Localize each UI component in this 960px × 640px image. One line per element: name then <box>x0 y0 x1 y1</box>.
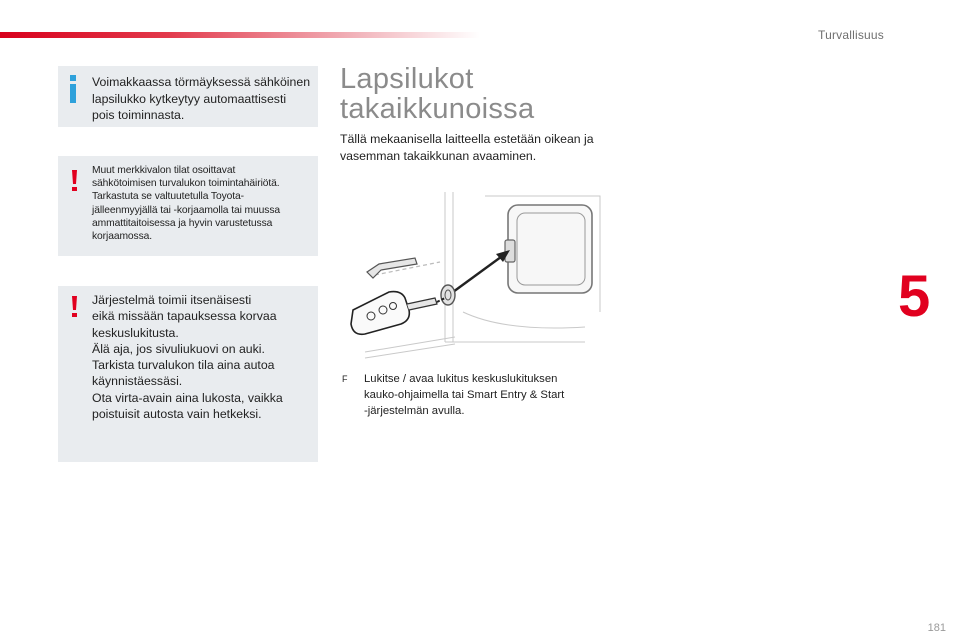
step-text: Lukitse / avaa lukitus keskuslukituksen kauko-ohjaimella tai Smart Entry & Start -järjestelmän avulla. <box>364 373 565 417</box>
warning-note-malfunction <box>58 156 318 256</box>
rear-window <box>505 205 592 293</box>
section-title: Turvallisuus <box>818 28 884 42</box>
remote-key-icon <box>351 292 445 335</box>
header-accent-bar <box>0 32 480 38</box>
info-icon <box>69 75 77 103</box>
info-note-text: Voimakkaassa törmäyksessä sähköinen lapsilukko kytkeytyy automaattisesti pois toiminnasta. <box>92 75 311 122</box>
page-number: 181 <box>927 622 946 634</box>
arrow-icon <box>453 250 510 292</box>
step-bullet-icon: F <box>342 374 348 384</box>
page-title: Lapsilukot takaikkunoissa <box>340 63 535 125</box>
lock-cylinder-icon <box>441 285 455 305</box>
warning-note-system <box>58 286 318 462</box>
intro-text: Tällä mekaanisella laitteella estetään oikean ja vasemman takaikkunan avaaminen. <box>340 132 594 163</box>
info-note <box>58 66 318 127</box>
warning-note-text: Muut merkkivalon tilat osoittavat sähkötoimisen turvalukon toimintahäiriötä. Tarkastuta se valtuutetulla Toyota- jälleenmyyjällä tai -korjaamolla tai muussa ammattitaitoisessa ja hyvin varustetussa korjaamossa. <box>92 165 280 243</box>
warning-note-text: Järjestelmä toimii itsenäisesti eikä missään tapauksessa korvaa keskuslukitusta. Älä aja, jos sivuliukuovi on auki. Tarkista turvalukon tila aina autoa käynnistäessäsi. Ota virta-avain aina lukosta, vaikka poistuisit autosta vain hetkeksi. <box>92 293 283 422</box>
chapter-number: 5 <box>898 264 931 329</box>
child-lock-illustration <box>345 192 603 364</box>
